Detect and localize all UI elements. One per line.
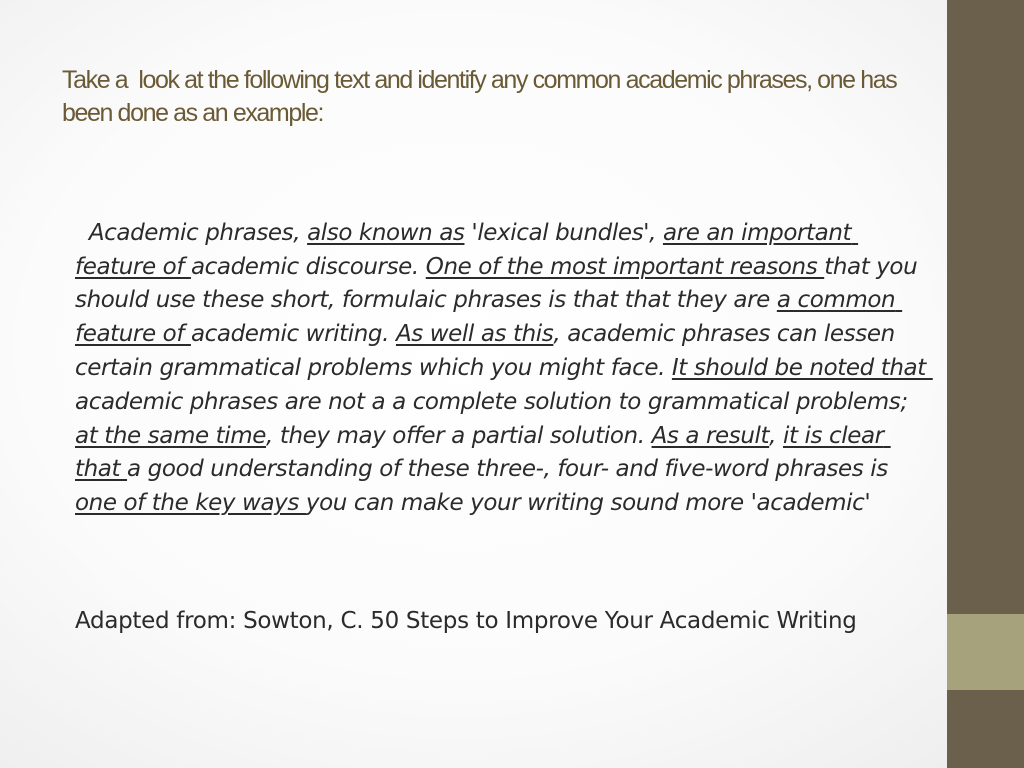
body-segment: academic discourse. — [190, 253, 426, 280]
slide-title: Take a look at the following text and identify any common academic phrases, one has been done as an example: — [62, 66, 902, 127]
academic-phrase: it is clear that — [75, 422, 891, 483]
academic-phrase: One of the most important reasons — [425, 253, 825, 280]
body-segment: you can make your writing sound more 'academic' — [305, 490, 871, 517]
body-segment: 'lexical bundles', — [464, 219, 663, 246]
side-decoration-accent — [947, 614, 1024, 690]
body-segment: Academic phrases, — [88, 219, 308, 246]
academic-phrase: a common feature of — [75, 287, 903, 348]
body-segment: , academic phrases can lessen certain grammatical problems which you might face. — [75, 321, 902, 381]
slide-body-text — [75, 183, 935, 521]
academic-phrase: at the same time — [75, 422, 266, 449]
body-segment: academic phrases are not a a complete solution to grammatical problems; — [75, 388, 915, 415]
citation-text: Adapted from: Sowton, C. 50 Steps to Improve Your Academic Writing — [75, 608, 857, 634]
academic-phrase: one of the key ways — [75, 490, 306, 517]
body-segment: that you should use these short, formulaic phrases is that that they are — [75, 253, 925, 314]
academic-phrase: It should be noted that — [671, 354, 933, 381]
academic-phrase: are an important feature of — [75, 219, 859, 280]
academic-phrase: As a result — [651, 422, 770, 449]
body-segment: a good understanding of these three-, four- and five-word phrases is — [127, 456, 895, 483]
academic-phrase: also known as — [307, 219, 465, 246]
academic-phrase: As well as this — [395, 321, 554, 348]
body-segment: , they may offer a partial solution. — [266, 422, 652, 449]
body-segment: , — [769, 422, 783, 449]
body-segment: academic writing. — [190, 321, 396, 348]
